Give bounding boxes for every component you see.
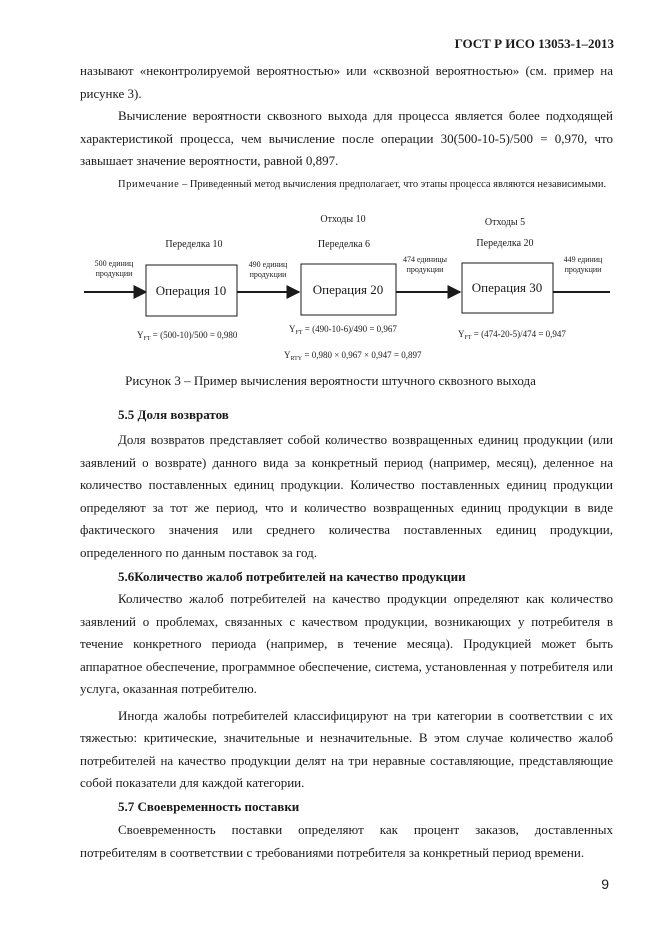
rework-label-1: Переделка 10 — [165, 239, 223, 250]
section-5-6-heading: 5.6Количество жалоб потребителей на качество продукции — [118, 569, 466, 584]
yield-formula-rty: $Y_{RTY} = 0,980 \times 0,967 \times 0,947 = 0,897$ — [284, 350, 422, 362]
section-5-5-heading: 5.5 Доля возвратов — [118, 407, 229, 422]
page-number: 9 — [601, 876, 609, 892]
flow3-qty-line2: продукции — [406, 265, 444, 274]
operation-label-10: Операция 10 — [155, 283, 227, 298]
section-5-6-paragraph-2: Иногда жалобы потребителей классифицируют на три категории в соответствии с их тяжестью: критические, значительные и незначительные. В этом случае количество жалоб потребителей на качество продукции делят на три неравные составляющие, представляющие собой показатели для каждой категории. — [80, 707, 613, 790]
rework-label-3: Переделка 20 — [476, 238, 534, 249]
flow2-qty-line1: 490 единиц — [248, 260, 288, 269]
note-label: Примечание — [118, 179, 180, 190]
waste-label-2: Отходы 10 — [320, 214, 366, 225]
section-5-7-heading: 5.7 Своевременность поставки — [118, 799, 300, 814]
yield-diagram — [0, 205, 661, 370]
operation-label-20: Операция 20 — [312, 282, 384, 297]
yield-formula-1: $Y_{FT} = (500-10)/500 = 0,980$ — [137, 330, 238, 342]
yield-formula-2: $Y_{FT} = (490-10-6)/490 = 0,967$ — [289, 324, 397, 336]
input-qty-line2: продукции — [95, 269, 133, 278]
note-text: – Приведенный метод вычисления предполагает, что этапы процесса являются независимыми. — [179, 179, 607, 190]
note — [80, 176, 613, 194]
section-5-5-body — [80, 429, 613, 564]
flow2-qty-line2: продукции — [249, 270, 287, 279]
intro-paragraph-1: называют «неконтролируемой вероятностью» или «сквозной вероятностью» (см. пример на рисунке 3). — [80, 63, 613, 101]
section-5-7-paragraph: Своевременность поставки определяют как процент заказов, доставленных потребителям в соответствии с требованиями потребителя за конкретный период времени. — [80, 822, 613, 860]
waste-label-3: Отходы 5 — [484, 217, 526, 228]
yield-formula-3: $Y_{FT} = (474-20-5)/474 = 0,947$ — [458, 329, 566, 341]
document-header: ГОСТ Р ИСО 13053-1–2013 — [454, 36, 614, 51]
operation-label-30: Операция 30 — [471, 280, 543, 295]
rework-label-2: Переделка 6 — [317, 239, 371, 250]
section-5-6-paragraph-1: Количество жалоб потребителей на качество продукции определяют как количество заявлений о проблемах, связанных с качеством продукции, возникающих у потребителя в течение конкретного периода (например, в течение месяца). Продукцией может быть аппаратное обеспечение, программное обеспечение, система, установленная у потребителя или услуга, оказанная потребителю. — [80, 591, 613, 696]
output-qty-line2: продукции — [564, 265, 602, 274]
figure-caption: Рисунок 3 – Пример вычисления вероятности штучного сквозного выхода — [125, 373, 536, 388]
intro-paragraph-2-container — [80, 105, 613, 173]
section-5-5-paragraph: Доля возвратов представляет собой количество возвращенных единиц продукции (или заявлений о возврате) данного вида за конкретный период (например, месяц), деленное на количество поставленных единиц продукции. Количество поставленных единиц продукции определяют за тот же период, что и количество возвращенных единиц продукции в виде фактического значения или среднего количества поставленных единиц продукции, определенного по данным поставок за год. — [80, 432, 613, 560]
intro-paragraph-2: Вычисление вероятности сквозного выхода для процесса является более подходящей характеристикой процесса, чем вычисление после операции 30(500-10-5)/500 = 0,970, что завышает значение вероятности, равной 0,897. — [80, 108, 613, 168]
flow3-qty-line1: 474 единицы — [402, 255, 448, 264]
section-5-7-body — [80, 819, 613, 864]
section-5-6-body — [80, 588, 613, 795]
input-qty-line1: 500 единиц — [94, 259, 134, 268]
output-qty-line1: 449 единиц — [563, 255, 603, 264]
intro-paragraph-1-container — [80, 60, 613, 105]
